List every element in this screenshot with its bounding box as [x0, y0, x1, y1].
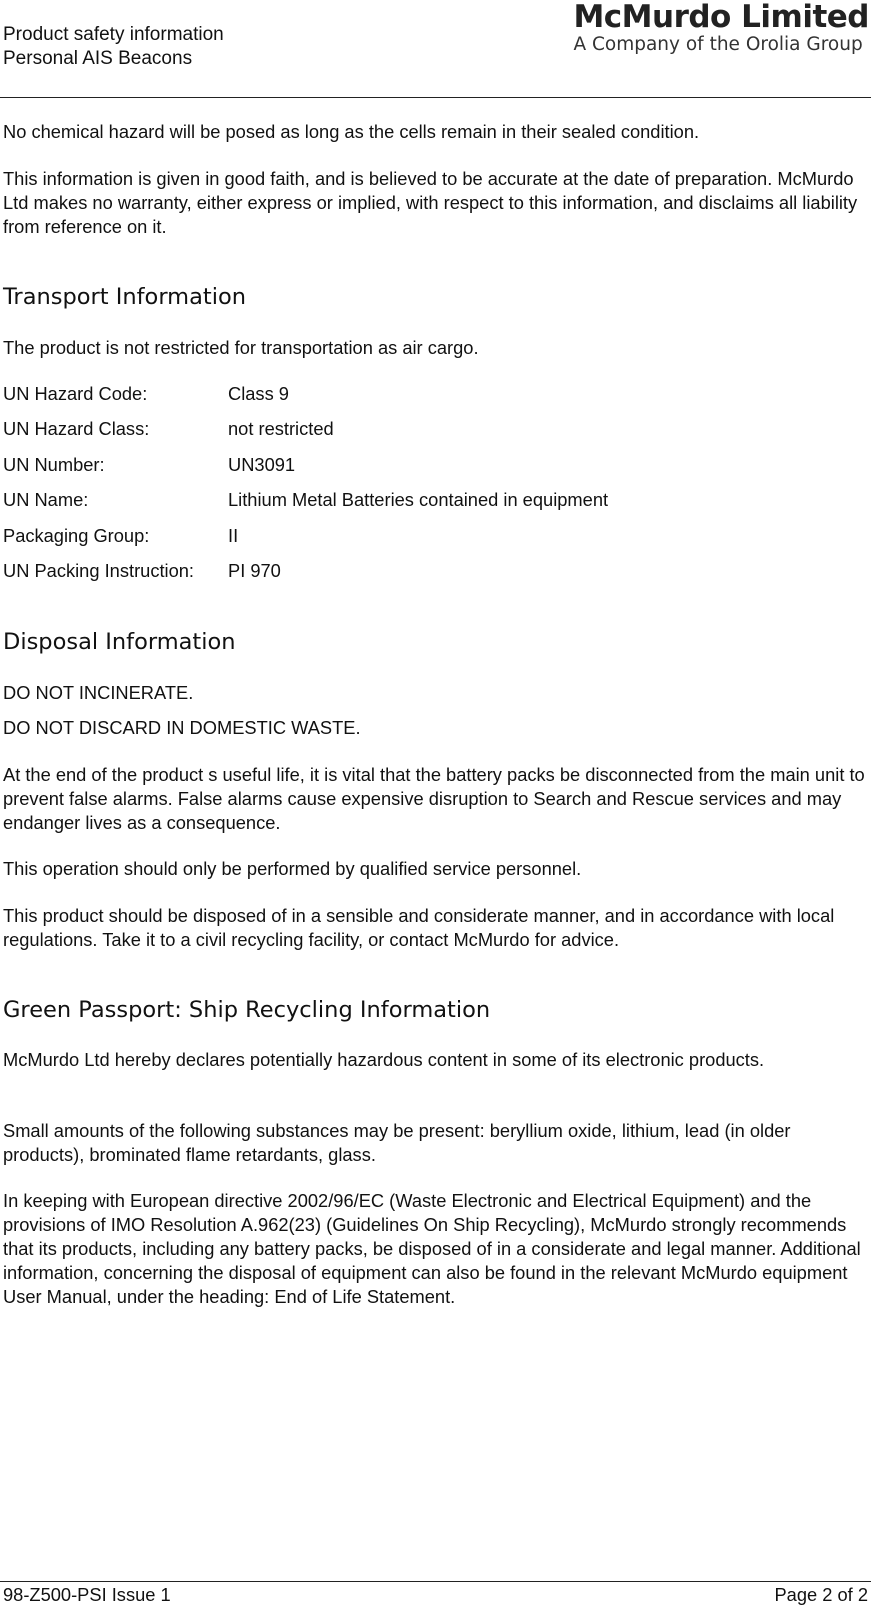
disposal-paragraph-3: This product should be disposed of in a sensible and considerate manner, and in accordance with local regulations. Take it to a civil recycling facility, or contact McMurdo for advice. — [3, 905, 835, 950]
transport-value: Class 9 — [228, 383, 289, 404]
disposal-warning-incinerate: DO NOT INCINERATE. — [3, 682, 194, 703]
company-logo — [573, 0, 869, 56]
company-name: McMurdo Limited — [573, 0, 869, 35]
transport-label: UN Number: — [3, 454, 105, 475]
header-divider — [0, 97, 871, 98]
page-header — [0, 0, 871, 98]
intro-paragraph-1: No chemical hazard will be posed as long as the cells remain in their sealed condition. — [3, 121, 700, 142]
transport-heading: Transport Information — [3, 284, 246, 310]
transport-value: Lithium Metal Batteries contained in equipment — [228, 489, 609, 510]
transport-label: Packaging Group: — [3, 525, 150, 546]
green-passport-paragraph-1: McMurdo Ltd hereby declares potentially hazardous content in some of its electronic products. — [3, 1049, 765, 1070]
product-name: Personal AIS Beacons — [3, 48, 193, 69]
footer-divider — [0, 1581, 871, 1582]
transport-value: UN3091 — [228, 454, 296, 475]
transport-label: UN Hazard Code: — [3, 383, 148, 404]
document-reference: 98-Z500-PSI Issue 1 — [3, 1584, 171, 1605]
company-tagline: A Company of the Orolia Group — [573, 34, 863, 55]
document-type: Product safety information — [3, 24, 224, 45]
disposal-paragraph-2: This operation should only be performed by qualified service personnel. — [3, 858, 582, 879]
green-passport-heading: Green Passport: Ship Recycling Information — [3, 997, 491, 1023]
header-title-block — [3, 23, 224, 71]
transport-value: not restricted — [228, 418, 334, 439]
transport-label: UN Hazard Class: — [3, 418, 150, 439]
disposal-paragraph-1: At the end of the product s useful life, it is vital that the battery packs be disconnected from the main unit to prevent false alarms. False alarms cause expensive disruption to Search and Rescue services and may endanger lives as a consequence. — [3, 764, 865, 833]
transport-statement: The product is not restricted for transportation as air cargo. — [3, 337, 479, 358]
disposal-warning-domestic: DO NOT DISCARD IN DOMESTIC WASTE. — [3, 717, 361, 738]
transport-value: II — [228, 525, 239, 546]
disposal-heading: Disposal Information — [3, 629, 236, 655]
transport-label: UN Name: — [3, 489, 89, 510]
transport-label: UN Packing Instruction: — [3, 560, 195, 581]
transport-value: PI 970 — [228, 560, 281, 581]
intro-paragraph-2: This information is given in good faith, and is believed to be accurate at the date of preparation. McMurdo Ltd makes no warranty, either express or implied, with respect to this information, and disclaims all liability from reference on it. — [3, 168, 858, 237]
green-passport-paragraph-2: Small amounts of the following substances may be present: beryllium oxide, lithium, lead (in older products), brominated flame retardants, glass. — [3, 1120, 791, 1165]
green-passport-paragraph-3: In keeping with European directive 2002/96/EC (Waste Electronic and Electrical Equipment) and the provisions of IMO Resolution A.962(23) (Guidelines On Ship Recycling), McMurdo strongly recommends that its products, including any battery packs, be disposed of in a considerate and legal manner. Additional information, concerning the disposal of equipment can also be found in the relevant McMurdo equipment User Manual, under the heading: End of Life Statement. — [3, 1190, 861, 1307]
page-number: Page 2 of 2 — [774, 1584, 868, 1605]
